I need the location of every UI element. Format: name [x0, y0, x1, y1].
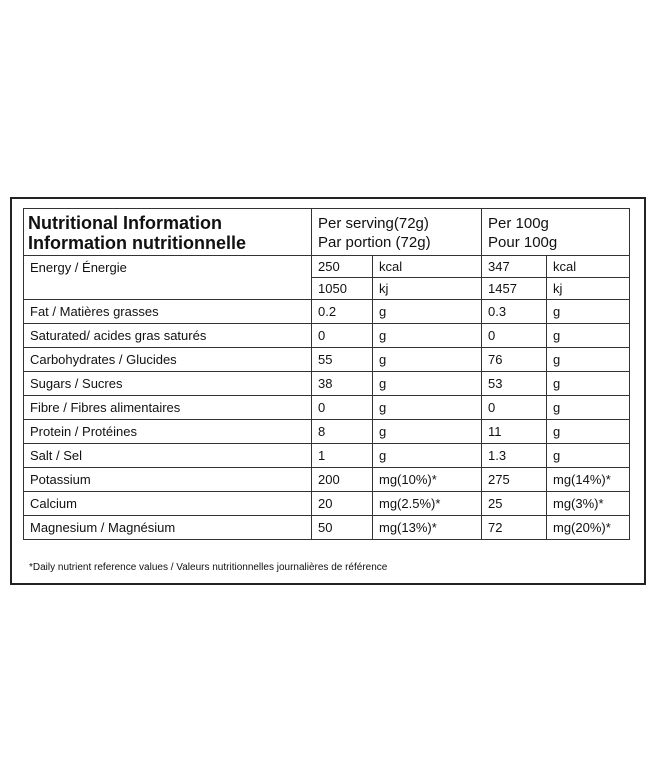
nutrient-label: Protein / Protéines	[24, 420, 312, 444]
title-en: Nutritional Information	[28, 213, 222, 233]
serving-unit: mg(2.5%)*	[373, 492, 482, 516]
per100-unit: g	[547, 420, 630, 444]
per-100g-en: Per 100g	[488, 215, 549, 232]
table-row	[24, 468, 630, 492]
nutrition-panel	[10, 197, 646, 585]
per-serving-en: Per serving(72g)	[318, 215, 429, 232]
table-row	[24, 516, 630, 540]
table-row	[24, 300, 630, 324]
serving-unit: g	[373, 396, 482, 420]
per100-value: 275	[482, 468, 547, 492]
serving-unit: mg(13%)*	[373, 516, 482, 540]
per100-unit: g	[547, 300, 630, 324]
per100-unit: g	[547, 396, 630, 420]
nutrient-label: Fibre / Fibres alimentaires	[24, 396, 312, 420]
nutrient-label: Magnesium / Magnésium	[24, 516, 312, 540]
title-fr: Information nutritionnelle	[28, 233, 246, 253]
energy-serving-kcal: 250	[312, 256, 373, 278]
serving-value: 20	[312, 492, 373, 516]
per100-value: 0	[482, 324, 547, 348]
serving-unit: mg(10%)*	[373, 468, 482, 492]
per-100g-header	[482, 209, 630, 256]
per100-value: 72	[482, 516, 547, 540]
serving-unit: g	[373, 372, 482, 396]
per100-unit: mg(20%)*	[547, 516, 630, 540]
serving-value: 0	[312, 396, 373, 420]
table-title	[24, 209, 312, 256]
serving-value: 8	[312, 420, 373, 444]
table-row	[24, 420, 630, 444]
nutrient-label: Saturated/ acides gras saturés	[24, 324, 312, 348]
table-row	[24, 324, 630, 348]
per100-unit: mg(3%)*	[547, 492, 630, 516]
per-serving-fr: Par portion (72g)	[318, 234, 431, 251]
table-row	[24, 372, 630, 396]
per-serving-header	[312, 209, 482, 256]
energy-label: Energy / Énergie	[24, 256, 312, 300]
table-row	[24, 396, 630, 420]
per100-value: 76	[482, 348, 547, 372]
energy-kj-unit-2: kj	[547, 278, 630, 300]
per100-unit: g	[547, 444, 630, 468]
serving-value: 38	[312, 372, 373, 396]
table-row	[24, 444, 630, 468]
table-row	[24, 492, 630, 516]
energy-kj-unit: kj	[373, 278, 482, 300]
energy-per100-kj: 1457	[482, 278, 547, 300]
per-100g-fr: Pour 100g	[488, 234, 558, 251]
serving-value: 55	[312, 348, 373, 372]
serving-value: 200	[312, 468, 373, 492]
nutrient-label: Salt / Sel	[24, 444, 312, 468]
serving-value: 0.2	[312, 300, 373, 324]
per100-unit: g	[547, 372, 630, 396]
per100-value: 1.3	[482, 444, 547, 468]
per100-value: 25	[482, 492, 547, 516]
serving-unit: g	[373, 420, 482, 444]
nutrient-label: Calcium	[24, 492, 312, 516]
nutrient-label: Fat / Matières grasses	[24, 300, 312, 324]
serving-unit: g	[373, 324, 482, 348]
energy-kcal-unit-2: kcal	[547, 256, 630, 278]
per100-value: 0	[482, 396, 547, 420]
per100-value: 0.3	[482, 300, 547, 324]
energy-kcal-unit: kcal	[373, 256, 482, 278]
serving-value: 0	[312, 324, 373, 348]
nutrient-label: Carbohydrates / Glucides	[24, 348, 312, 372]
serving-unit: g	[373, 444, 482, 468]
serving-unit: g	[373, 300, 482, 324]
nutrient-label: Potassium	[24, 468, 312, 492]
table-header-row	[24, 209, 630, 256]
energy-serving-kj: 1050	[312, 278, 373, 300]
serving-value: 50	[312, 516, 373, 540]
serving-value: 1	[312, 444, 373, 468]
footnote: *Daily nutrient reference values / Valeurs nutritionnelles journalières de référence	[29, 562, 388, 573]
per100-value: 11	[482, 420, 547, 444]
per100-unit: g	[547, 324, 630, 348]
energy-row-kcal	[24, 256, 630, 278]
per100-unit: mg(14%)*	[547, 468, 630, 492]
per100-unit: g	[547, 348, 630, 372]
serving-unit: g	[373, 348, 482, 372]
per100-value: 53	[482, 372, 547, 396]
energy-per100-kcal: 347	[482, 256, 547, 278]
nutrition-table	[23, 208, 630, 540]
table-row	[24, 348, 630, 372]
nutrient-label: Sugars / Sucres	[24, 372, 312, 396]
